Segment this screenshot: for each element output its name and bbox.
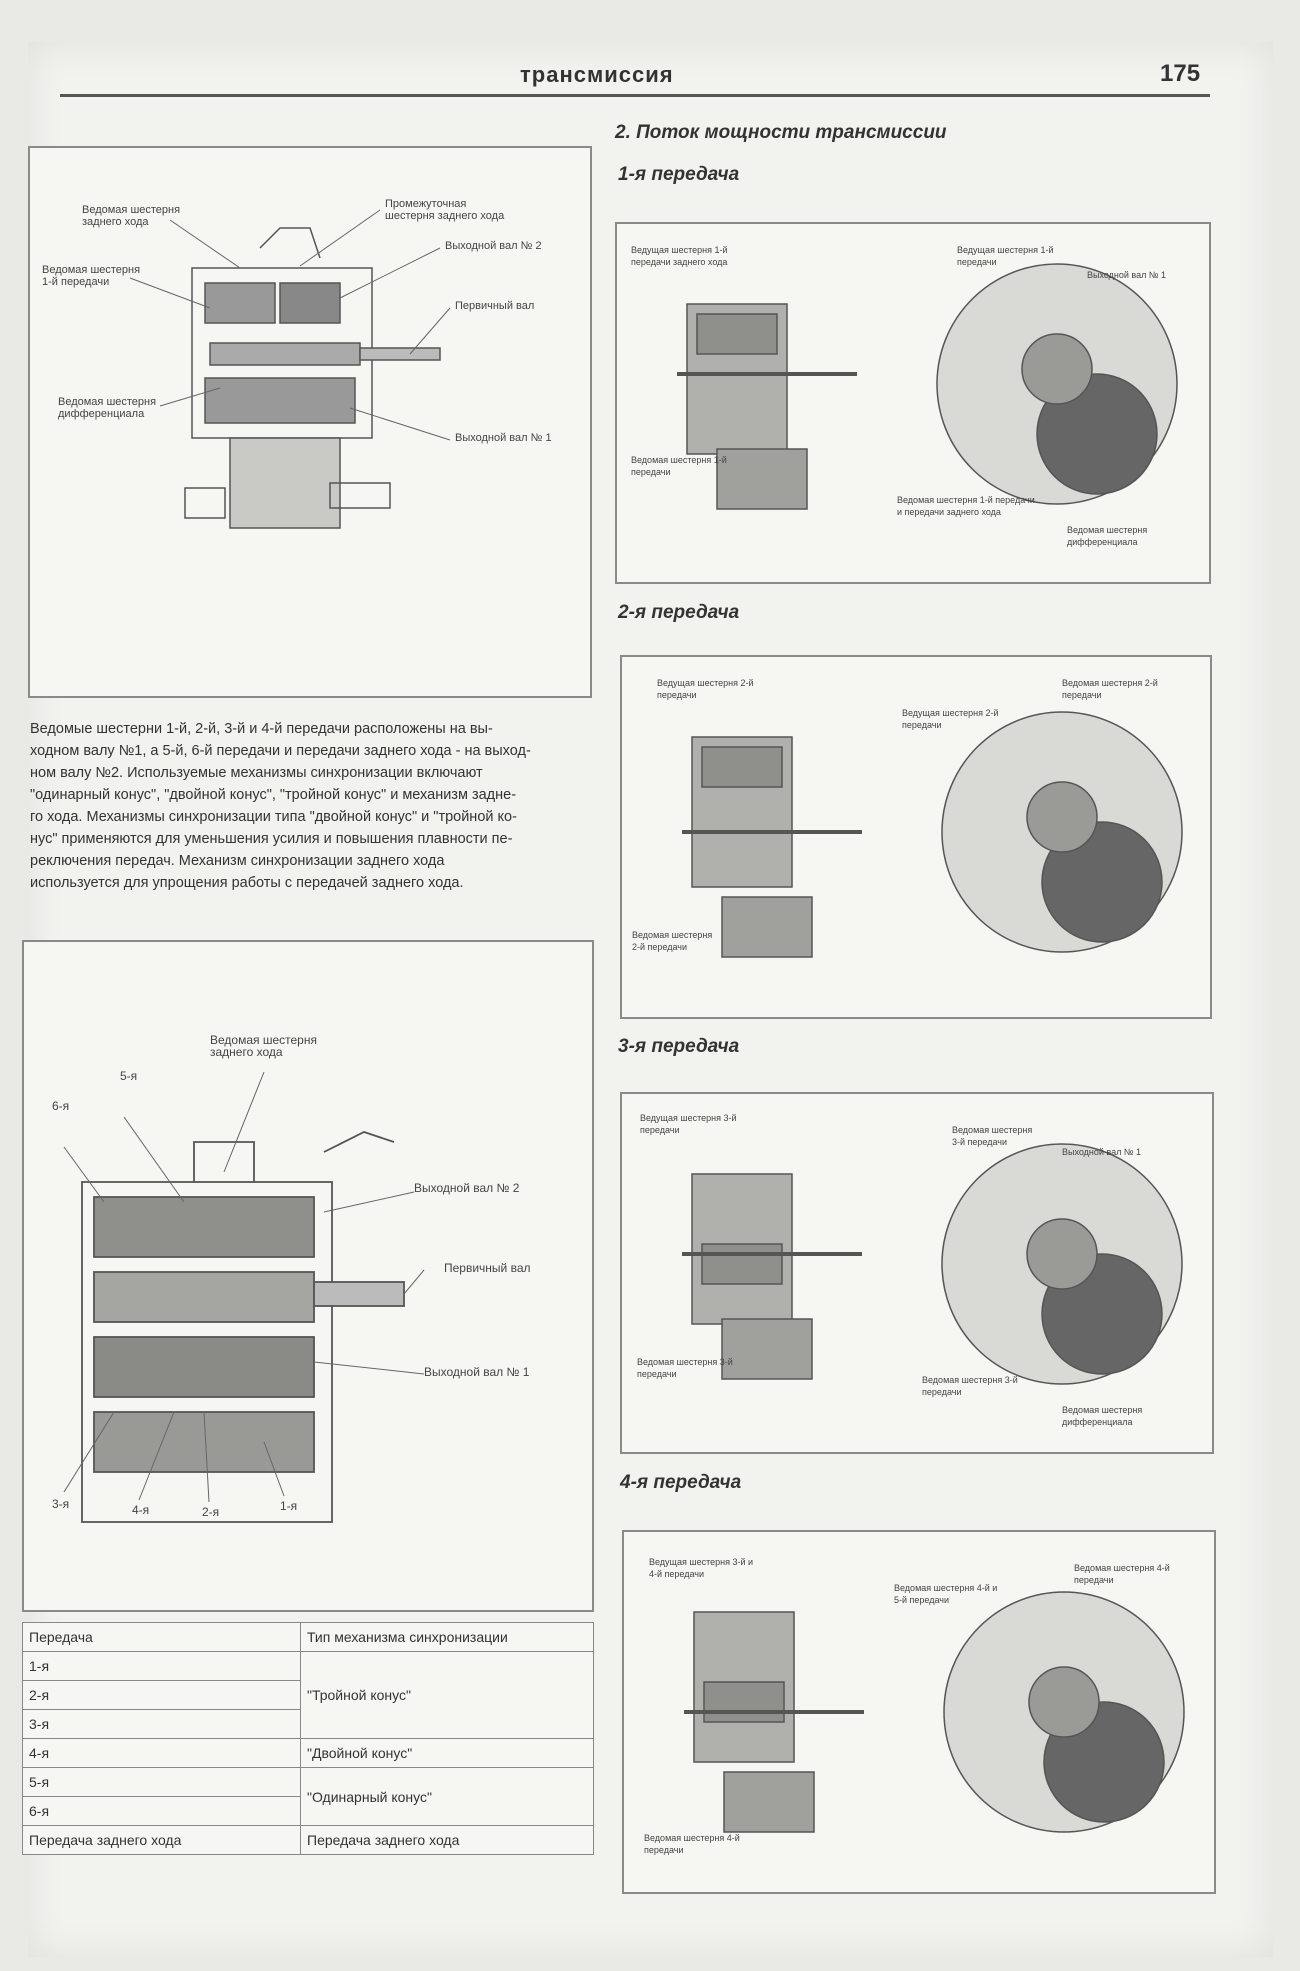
table-cell-type: "Одинарный конус" — [301, 1768, 594, 1826]
callout: Ведомая шестерня 3-й передачи — [952, 1125, 1033, 1147]
callout: Ведомая шестерня 4-й и 5-й передачи — [894, 1583, 998, 1605]
callout: Ведомая шестерня дифференциала — [1067, 525, 1148, 547]
callout-reverse-idler-gear: Промежуточная шестерня заднего хода — [385, 198, 505, 222]
table-cell-gear: Передача заднего хода — [23, 1826, 301, 1855]
callout: Ведущая шестерня 3-й передачи — [640, 1113, 737, 1135]
power-flow-figure-gear-2 — [620, 655, 1212, 1019]
figure-transmission-section-1 — [28, 146, 592, 698]
callout: Ведомая шестерня 1-й передачи — [631, 455, 727, 477]
power-flow-figure-gear-3 — [620, 1092, 1214, 1454]
callout-gear-5: 5-я — [120, 1069, 138, 1083]
paragraph-line: "одинарный конус", "двойной конус", "тройной конус" и механизм задне- — [30, 787, 517, 803]
paragraph-line: Ведомые шестерни 1-й, 2-й, 3-й и 4-й передачи расположены на вы- — [30, 721, 493, 737]
table-row — [23, 1652, 594, 1681]
gear-heading-3: 3-я передача — [618, 1036, 740, 1057]
table-header-row — [23, 1623, 594, 1652]
callout: Ведущая шестерня 2-й передачи — [657, 678, 754, 700]
paragraph-line: ходном валу №1, а 5-й, 6-й передачи и передачи заднего хода - на выход- — [30, 743, 531, 759]
callout-gear-3: 3-я — [52, 1497, 70, 1511]
callout-output-shaft-2: Выходной вал № 2 — [445, 240, 542, 252]
running-header-title: трансмиссия — [520, 62, 674, 87]
paragraph-line: нус" применяются для уменьшения усилия и повышения плавности пе- — [30, 831, 513, 847]
callout: Ведущая шестерня 2-й передачи — [902, 708, 999, 730]
table-cell-type: Передача заднего хода — [301, 1826, 594, 1855]
paragraph-line: ном валу №2. Используемые механизмы синхронизации включают — [30, 765, 483, 781]
power-flow-figure-gear-1 — [615, 222, 1211, 584]
callout: Ведущая шестерня 3-й и 4-й передачи — [649, 1557, 754, 1579]
callout: Ведомая шестерня дифференциала — [1062, 1405, 1143, 1427]
paragraph-line: реключения передач. Механизм синхронизации заднего хода — [30, 853, 445, 869]
table-cell-gear: 2-я — [23, 1681, 301, 1710]
callout: Ведомая шестерня 3-й передачи — [922, 1375, 1018, 1397]
callout-reverse-driven-gear: Ведомая шестерня заднего хода — [82, 204, 181, 228]
callout: Ведомая шестерня 1-й передачи и передачи заднего хода — [897, 495, 1035, 517]
callout-gear-6: 6-я — [52, 1099, 70, 1113]
paragraph-line: используется для упрощения работы с передачей заднего хода. — [30, 875, 464, 891]
table-cell-gear: 3-я — [23, 1710, 301, 1739]
callout: Ведущая шестерня 1-й передачи — [957, 245, 1054, 267]
gear-heading-1: 1-я передача — [618, 164, 740, 185]
figure-transmission-section-2 — [22, 940, 594, 1612]
callout-gear-4: 4-я — [132, 1503, 150, 1517]
callout: Ведомая шестерня 4-й передачи — [1074, 1563, 1170, 1585]
page-number: 175 — [1160, 60, 1201, 87]
table-cell-gear: 4-я — [23, 1739, 301, 1768]
table-row — [23, 1826, 594, 1855]
synchronizer-table — [22, 1622, 594, 1855]
callout-input-shaft: Первичный вал — [444, 1261, 531, 1275]
callout: Ведомая шестерня 4-й передачи — [644, 1833, 740, 1855]
transmission-drawing-1 — [30, 148, 590, 696]
table-cell-type: "Двойной конус" — [301, 1739, 594, 1768]
table-cell-gear: 6-я — [23, 1797, 301, 1826]
table-cell-type: "Тройной конус" — [301, 1652, 594, 1739]
callout: Ведомая шестерня 2-й передачи — [632, 930, 713, 952]
paragraph-line: го хода. Механизмы синхронизации типа "двойной конус" и "тройной ко- — [30, 809, 517, 825]
table-row — [23, 1768, 594, 1797]
callout-output-shaft-2: Выходной вал № 2 — [414, 1181, 520, 1195]
body-paragraph — [30, 718, 590, 894]
callout-gear-2: 2-я — [202, 1505, 220, 1519]
callout-gear-1: 1-я — [280, 1499, 298, 1513]
callout-output-shaft-1: Выходной вал № 1 — [455, 432, 552, 444]
callout: Ведущая шестерня 1-й передачи заднего хода — [631, 245, 728, 267]
callout-differential-driven-gear: Ведомая шестерня дифференциала — [58, 396, 157, 420]
power-flow-figure-gear-4 — [622, 1530, 1216, 1894]
table-cell-gear: 1-я — [23, 1652, 301, 1681]
callout-reverse-driven-gear: Ведомая шестерня заднего хода — [210, 1033, 317, 1059]
table-cell-gear: 5-я — [23, 1768, 301, 1797]
callout: Выходной вал № 1 — [1087, 270, 1167, 280]
gear-heading-2: 2-я передача — [618, 602, 740, 623]
callout-output-shaft-1: Выходной вал № 1 — [424, 1365, 530, 1379]
table-header-cell: Передача — [23, 1623, 301, 1652]
callout-input-shaft: Первичный вал — [455, 300, 535, 312]
table-header-cell: Тип механизма синхронизации — [301, 1623, 594, 1652]
table-row — [23, 1739, 594, 1768]
gear-heading-4: 4-я передача — [620, 1472, 742, 1493]
header-rule — [60, 94, 1210, 97]
callout: Выходной вал № 1 — [1062, 1147, 1142, 1157]
callout: Ведомая шестерня 3-й передачи — [637, 1357, 733, 1379]
callout-first-gear-driven: Ведомая шестерня 1-й передачи — [42, 264, 141, 288]
callout: Ведомая шестерня 2-й передачи — [1062, 678, 1158, 700]
section-title: 2. Поток мощности трансмиссии — [615, 122, 947, 143]
